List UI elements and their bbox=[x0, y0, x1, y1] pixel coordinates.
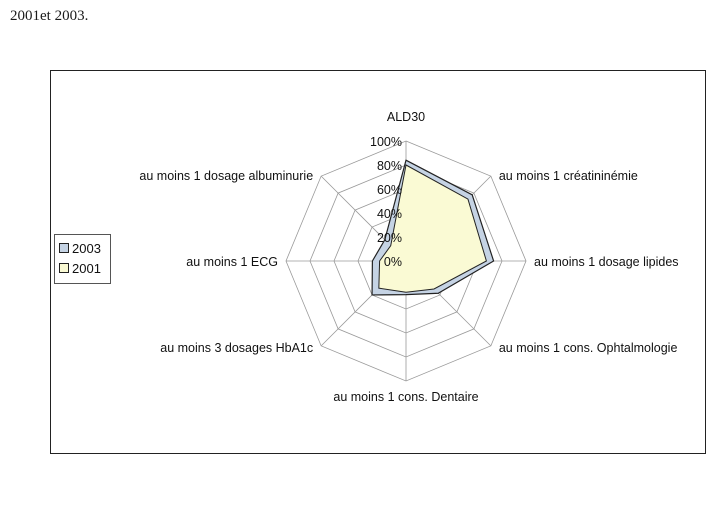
axis-label: au moins 1 ECG bbox=[186, 255, 278, 269]
radial-tick-label: 20% bbox=[376, 231, 402, 245]
legend-label-2001: 2001 bbox=[72, 260, 101, 276]
chart-legend bbox=[54, 234, 111, 284]
axis-label: au moins 1 dosage lipides bbox=[534, 255, 679, 269]
axis-label: au moins 1 dosage albuminurie bbox=[139, 169, 314, 184]
intro-text: 2001et 2003. bbox=[10, 8, 89, 24]
radial-tick-label: 40% bbox=[376, 207, 402, 221]
axis-label: au moins 1 cons. Dentaire bbox=[333, 390, 479, 404]
radial-tick-label: 0% bbox=[383, 255, 402, 269]
axis-label: au moins 1 créatininémie bbox=[498, 169, 638, 184]
radial-tick-label: 60% bbox=[376, 183, 402, 197]
axis-label: au moins 1 cons. Ophtalmologie bbox=[498, 340, 678, 355]
axis-label: au moins 3 dosages HbA1c bbox=[160, 340, 314, 355]
legend-item-2003 bbox=[59, 238, 110, 258]
axis-label: ALD30 bbox=[386, 110, 426, 124]
legend-swatch-2003 bbox=[59, 243, 69, 253]
legend-swatch-2001 bbox=[59, 263, 69, 273]
legend-label-2003: 2003 bbox=[72, 240, 101, 256]
radial-tick-label: 100% bbox=[370, 135, 402, 149]
legend-item-2001 bbox=[59, 258, 110, 278]
radial-tick-label: 80% bbox=[376, 159, 402, 173]
